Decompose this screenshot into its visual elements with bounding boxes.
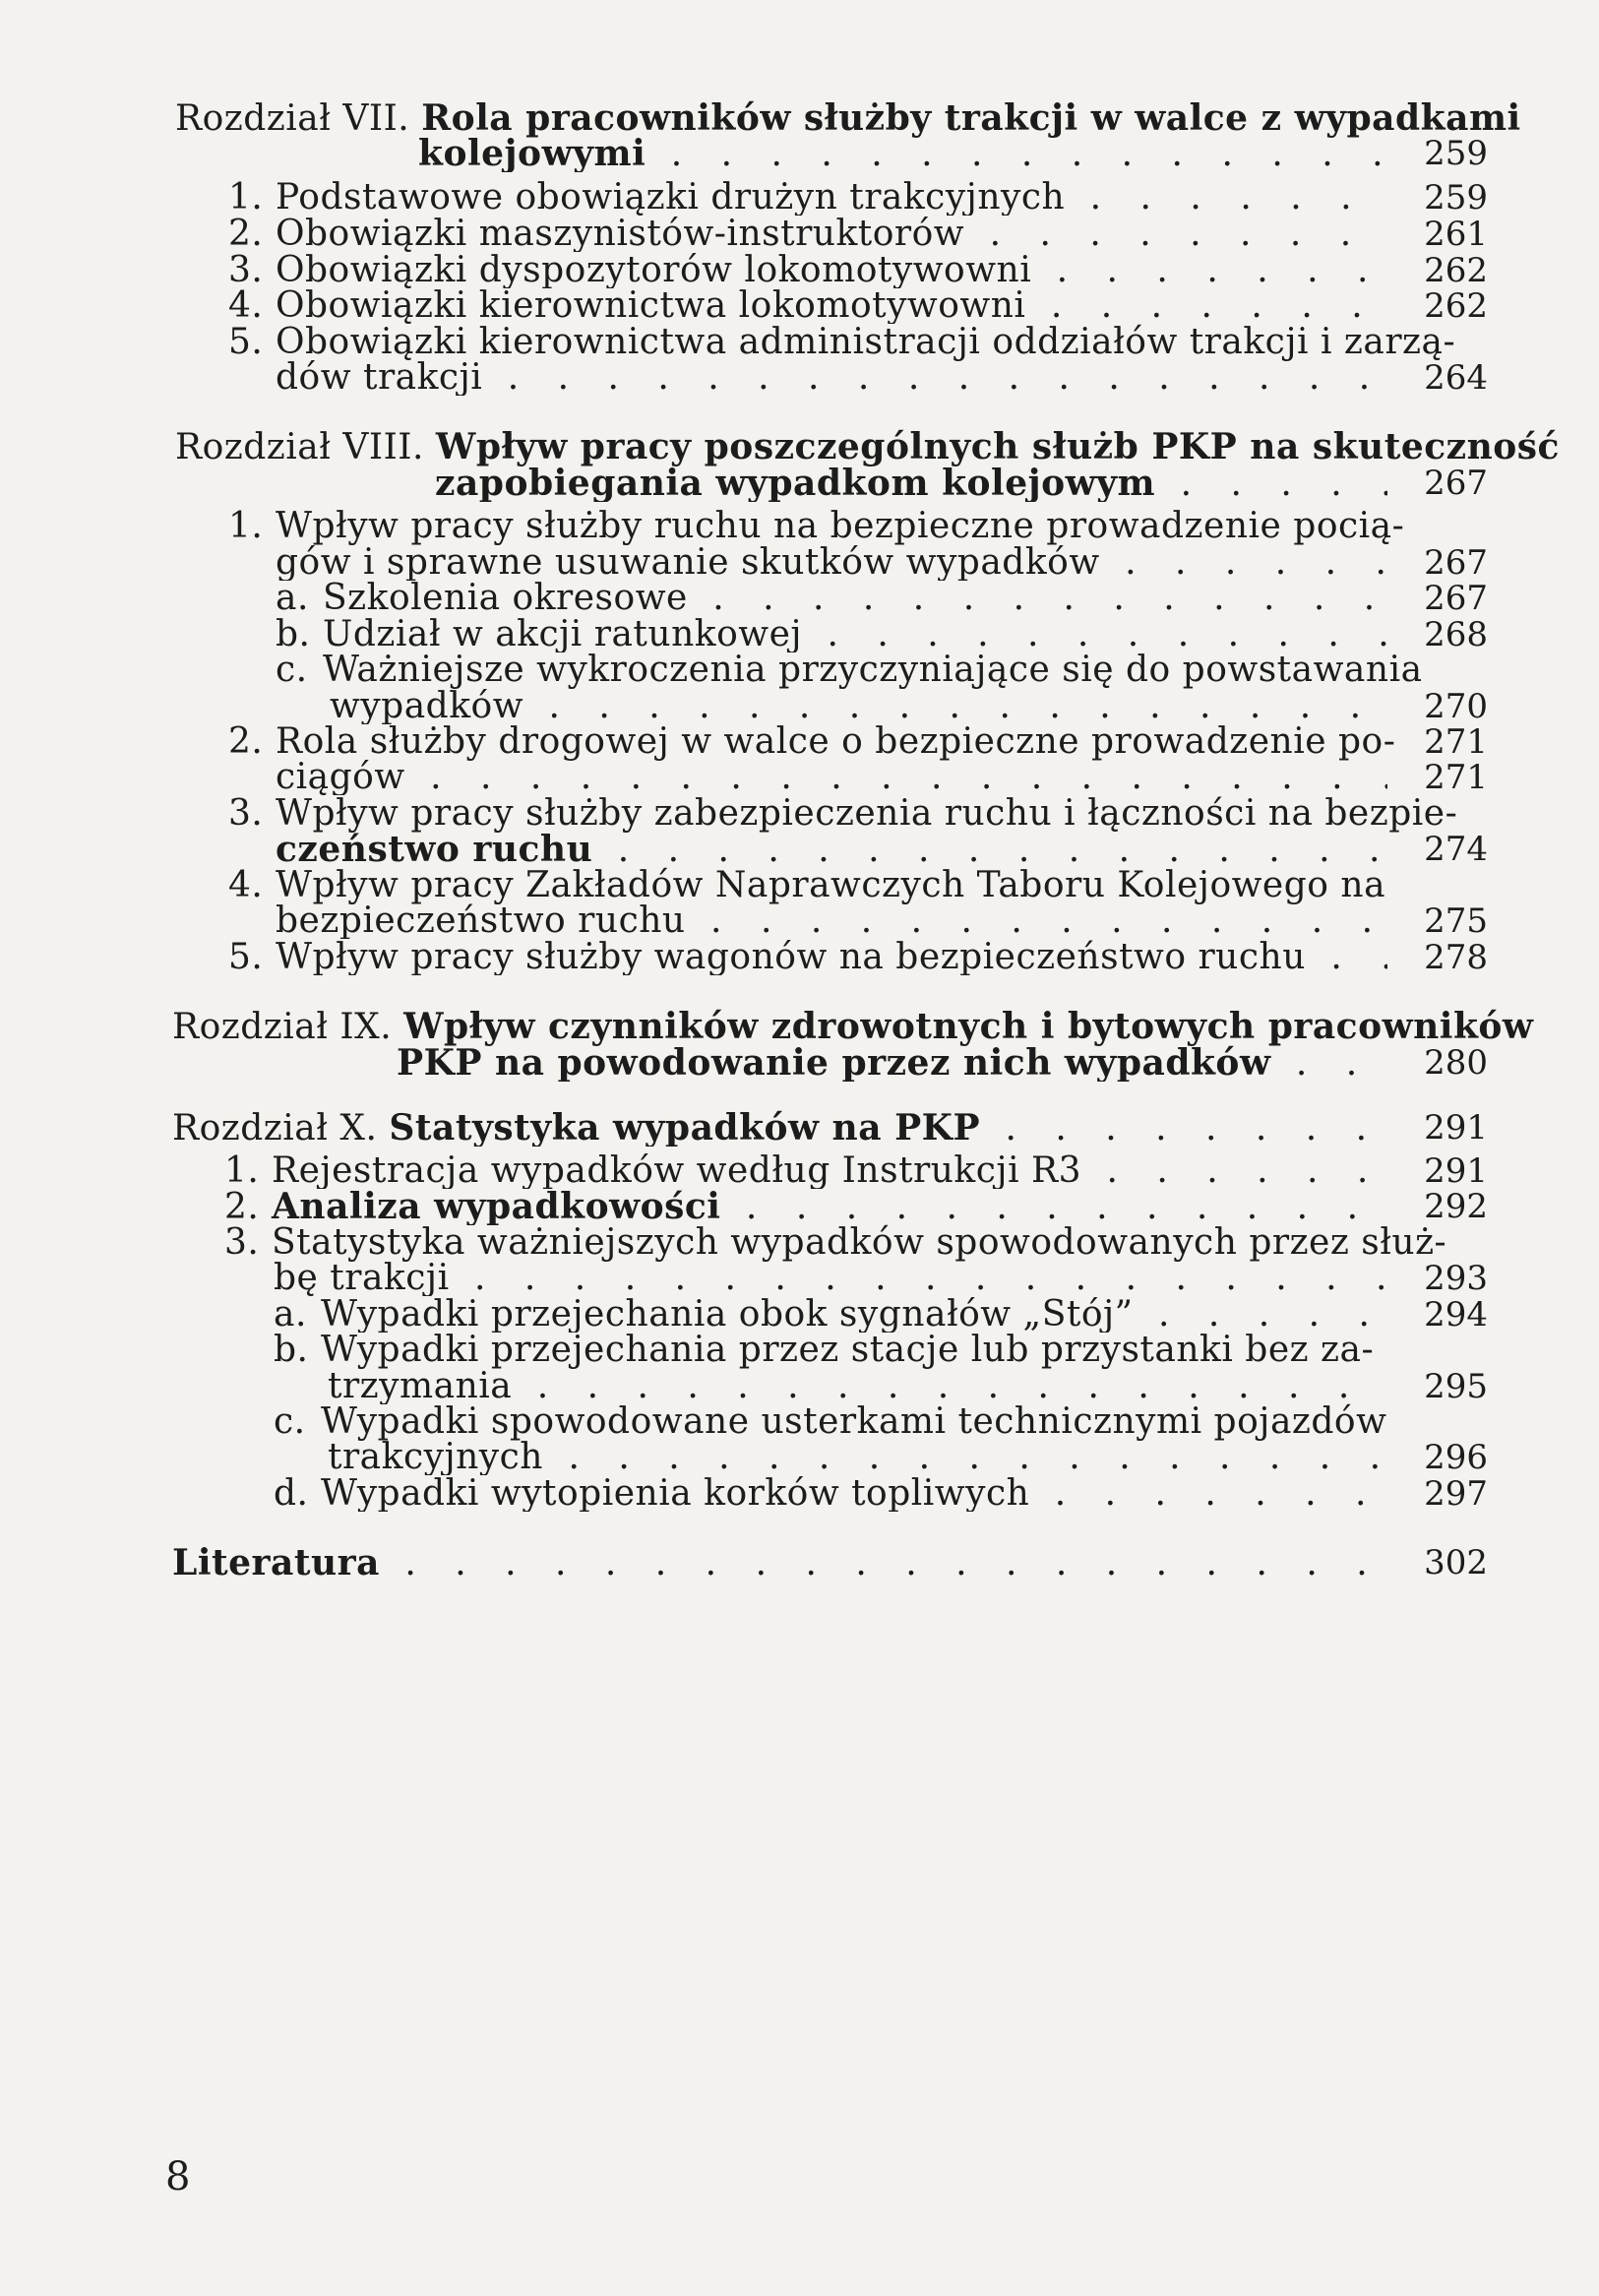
entry-number: 5. bbox=[228, 940, 264, 975]
entry-number: 4. bbox=[228, 288, 264, 324]
entry-number: 2. bbox=[228, 721, 264, 762]
entry-letter: b. bbox=[274, 1330, 309, 1370]
toc-entry bbox=[228, 721, 1396, 762]
toc-entry-continuation: bezpieczeństwo ruchu . . . bbox=[276, 903, 1387, 939]
chapter-label: Rozdział VIII. bbox=[175, 427, 424, 467]
entry-number: 4. bbox=[228, 865, 264, 905]
chapter-heading bbox=[172, 1110, 1387, 1147]
toc-entry bbox=[228, 322, 1456, 362]
chapter-title: Wpływ pracy poszczególnych służb PKP na skuteczność bbox=[435, 426, 1560, 467]
toc-entry-continuation: trzymania . . . bbox=[328, 1369, 1387, 1404]
toc-entry bbox=[224, 1153, 1387, 1189]
toc-entry-continuation: ciągów . . . bbox=[276, 760, 1387, 795]
chapter-label: Rozdział X. bbox=[172, 1110, 378, 1147]
page-number: 275 bbox=[1424, 901, 1488, 941]
entry-title: Statystyka ważniejszych wypadków spowodowanych przez służ- bbox=[272, 1222, 1447, 1263]
entry-number: 5. bbox=[228, 322, 264, 362]
folio-page-number: 8 bbox=[165, 2154, 191, 2200]
chapter-heading bbox=[175, 426, 1560, 467]
entry-number: 1. bbox=[228, 506, 264, 546]
entry-title: Wypadki przejechania obok sygnałów „Stój” bbox=[321, 1297, 1134, 1333]
page-number: 297 bbox=[1424, 1474, 1488, 1514]
page-number: 291 bbox=[1424, 1151, 1488, 1191]
page-number: 271 bbox=[1424, 758, 1488, 797]
entry-title: Wypadki przejechania przez stacje lub przystanki bez za- bbox=[321, 1330, 1375, 1370]
page-number: 268 bbox=[1424, 615, 1488, 654]
entry-title: Analiza wypadkowości bbox=[272, 1189, 721, 1225]
entry-title: Obowiązki dyspozytorów lokomotywowni bbox=[276, 253, 1032, 288]
toc-subentry bbox=[274, 1401, 1387, 1442]
toc-subentry bbox=[274, 1297, 1387, 1333]
entry-letter: c. bbox=[276, 650, 308, 690]
entry-letter: a. bbox=[276, 581, 309, 616]
entry-number: 2. bbox=[228, 217, 264, 252]
chapter-heading bbox=[172, 1006, 1534, 1047]
chapter-title-continuation: kolejowymi . . . bbox=[418, 136, 1387, 172]
toc-entry bbox=[224, 1222, 1447, 1263]
toc-entry-continuation: wypadków . . . bbox=[330, 689, 1387, 724]
page-number: 293 bbox=[1424, 1259, 1488, 1298]
toc-subentry bbox=[276, 617, 1387, 652]
page-number: 280 bbox=[1424, 1043, 1488, 1083]
entry-title: Rejestracja wypadków według Instrukcji R3 bbox=[272, 1153, 1082, 1189]
toc-entry bbox=[228, 217, 1387, 252]
chapter-title-continuation: zapobiegania wypadkom kolejowym . . . bbox=[435, 465, 1387, 502]
entry-title: Ważniejsze wykroczenia przyczyniające się do powstawania bbox=[323, 650, 1423, 690]
chapter-title: Statystyka wypadków na PKP bbox=[389, 1110, 981, 1147]
entry-title: Wpływ pracy służby zabezpieczenia ruchu i łączności na bezpie- bbox=[276, 793, 1458, 834]
page-number: 262 bbox=[1424, 251, 1488, 290]
toc-entry bbox=[228, 865, 1386, 905]
chapter-title-continuation: PKP na powodowanie przez nich wypadków . . . bbox=[397, 1045, 1387, 1082]
toc-entry bbox=[228, 180, 1387, 216]
entry-number: 3. bbox=[224, 1222, 260, 1263]
toc-entry-continuation: gów i sprawne usuwanie skutków wypadków . . . bbox=[276, 545, 1387, 581]
entry-number: 1. bbox=[224, 1153, 260, 1189]
toc-entry bbox=[224, 1189, 1387, 1225]
toc-entry bbox=[228, 506, 1405, 546]
page-number: 294 bbox=[1424, 1295, 1488, 1334]
entry-title: Wypadki spowodowane usterkami technicznymi pojazdów bbox=[321, 1401, 1387, 1442]
entry-letter: a. bbox=[274, 1297, 307, 1333]
toc-entry bbox=[228, 793, 1458, 834]
page-number: 264 bbox=[1424, 358, 1488, 398]
entry-number: 1. bbox=[228, 180, 264, 216]
page-number: 267 bbox=[1424, 543, 1488, 583]
toc-entry bbox=[228, 253, 1387, 288]
page-number: 292 bbox=[1424, 1187, 1488, 1226]
entry-title: Wpływ pracy służby ruchu na bezpieczne prowadzenie pocią- bbox=[276, 506, 1405, 546]
entry-letter: c. bbox=[274, 1401, 306, 1442]
entry-title: Szkolenia okresowe bbox=[323, 581, 688, 616]
entry-title: Wpływ pracy Zakładów Naprawczych Taboru Kolejowego na bbox=[276, 865, 1386, 905]
toc-entry-continuation: bę trakcji . . . bbox=[274, 1261, 1387, 1296]
entry-title: Obowiązki maszynistów-instruktorów bbox=[276, 217, 965, 252]
entry-title: Rola służby drogowej w walce o bezpieczne prowadzenie po- bbox=[276, 721, 1396, 762]
entry-title: Obowiązki kierownictwa lokomotywowni bbox=[276, 288, 1026, 324]
page-number: 302 bbox=[1424, 1543, 1488, 1582]
page-number: 291 bbox=[1424, 1108, 1488, 1148]
toc-subentry bbox=[276, 652, 1423, 688]
chapter-title: Wpływ czynników zdrowotnych i bytowych pracowników bbox=[403, 1006, 1534, 1047]
chapter-label: Rozdział IX. bbox=[172, 1007, 393, 1047]
page-number: 296 bbox=[1424, 1438, 1488, 1477]
page-number: 267 bbox=[1424, 579, 1488, 618]
entry-letter: b. bbox=[276, 617, 311, 652]
entry-title: Wypadki wytopienia korków topliwych bbox=[321, 1476, 1030, 1512]
toc-subentry bbox=[276, 581, 1387, 616]
chapter-heading bbox=[175, 97, 1521, 139]
chapter-title: Rola pracowników służby trakcji w walce z wypadkami bbox=[421, 97, 1521, 139]
chapter-label: Rozdział VII. bbox=[175, 98, 410, 139]
entry-number: 3. bbox=[228, 253, 264, 288]
entry-title: Wpływ pracy służby wagonów na bezpieczeństwo ruchu bbox=[276, 940, 1306, 975]
entry-title: Obowiązki kierownictwa administracji oddziałów trakcji i zarzą- bbox=[276, 322, 1456, 362]
page-number: 259 bbox=[1424, 134, 1488, 173]
page-number: 274 bbox=[1424, 830, 1488, 869]
entry-title: Udział w akcji ratunkowej bbox=[323, 617, 803, 652]
toc-entry-continuation: trakcyjnych . . . bbox=[328, 1440, 1387, 1475]
toc-entry-continuation: czeństwo ruchu . . . bbox=[276, 832, 1387, 868]
entry-number: 3. bbox=[228, 793, 264, 834]
literature-heading: Literatura . . . bbox=[172, 1545, 1387, 1582]
page-number: 270 bbox=[1424, 687, 1488, 726]
page-number: 271 bbox=[1424, 722, 1488, 762]
toc-subentry bbox=[274, 1476, 1387, 1512]
entry-letter: d. bbox=[274, 1476, 309, 1512]
page-number: 262 bbox=[1424, 286, 1488, 326]
toc-entry bbox=[228, 940, 1387, 975]
page-number: 295 bbox=[1424, 1367, 1488, 1406]
page-number: 261 bbox=[1424, 215, 1488, 254]
page-number: 267 bbox=[1424, 464, 1488, 503]
toc-entry bbox=[228, 288, 1387, 324]
toc-subentry bbox=[274, 1330, 1375, 1370]
page-number: 278 bbox=[1424, 938, 1488, 977]
toc-entry-continuation: dów trakcji . . . bbox=[276, 360, 1387, 396]
entry-title: Podstawowe obowiązki drużyn trakcyjnych bbox=[276, 180, 1066, 216]
page-number: 259 bbox=[1424, 178, 1488, 217]
entry-number: 2. bbox=[224, 1189, 260, 1225]
